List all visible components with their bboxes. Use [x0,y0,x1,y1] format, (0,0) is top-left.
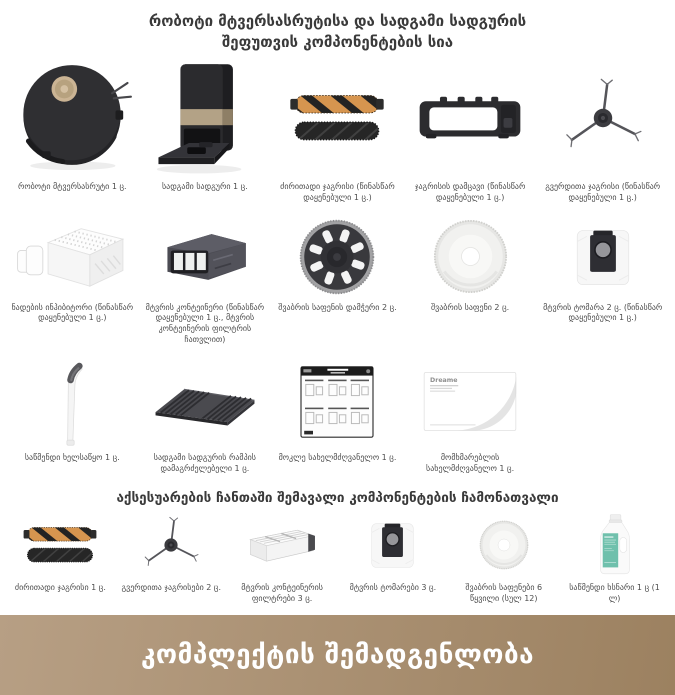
component-label: ნადების ინჰიბიტორი (წინასწარ დაყენებული 1 ც.) [11,302,134,323]
dust-bag-image [536,216,669,298]
cleaning-solution-image [559,512,670,578]
accessory-item-side-brushes [116,512,227,605]
manual-brand-text: Dreame [430,377,458,385]
ramp-extender-image [139,356,272,448]
scale-inhibitor-icon [13,220,131,294]
accessory-item-mop-pads [448,512,559,605]
component-item-robot [6,59,139,204]
bottom-banner-title: კომპლექტის შემადგენლობა [140,640,535,670]
user-manual-icon [423,370,517,433]
component-label: მოკლე სახელმძღვანელო 1 ც. [278,452,397,462]
dust-container-icon [156,229,254,285]
accessory-item-dust-bags [338,512,449,605]
user-manual-image [404,356,537,448]
ramp-extender-icon [149,376,261,428]
component-label: რობოტი მტვერსასრუტი 1 ც. [18,182,127,191]
side-brush-icon [561,76,645,160]
component-label: ჯაგრისის დამცავი (წინასწარ დაყენებული 1 ც.) [414,182,526,202]
scale-inhibitor-image [6,216,139,298]
accessory-label: ძირითადი ჯაგრისი 1 ც. [14,583,106,593]
component-item-dock [139,59,272,204]
component-item-main-brush [271,59,404,204]
quick-guide-image [271,356,404,448]
dust-bag-icon [369,520,416,570]
dust-bag-image [338,512,449,578]
accessory-item-main-brush [5,512,116,605]
accessory-label: გვერდითა ჯაგრისები 2 ც. [121,583,222,593]
component-label: გვერდითა ჯაგრისი (წინასწარ დაყენებული 1 ც.) [545,182,661,202]
page-title [0,0,675,53]
accessory-item-filters [227,512,338,605]
dust-bag-icon [574,226,632,288]
accessory-label: მტვრის ტომარები 3 ც. [349,583,437,593]
component-label: ძირითადი ჯაგრისი (წინასწარ დაყენებული 1 ც.) [280,182,395,202]
component-label: სადგამი სადგურის რამპის დამაგრძელებელი 1 ც. [153,452,256,473]
component-label: შვაბრის საფენი 2 ც. [430,302,510,312]
dock-station-image [139,59,272,177]
component-label: მტვრის კონტეინერი (წინასწარ დაყენებული 1 ც., მტვრის კონტეინერის ფილტრის ჩათვლით) [145,302,265,344]
component-item-scale-inhibitor [6,216,139,346]
main-brush-image [5,512,116,578]
mop-pad-holder-icon [298,218,376,296]
dust-filters-image [227,512,338,578]
package-row-3 [0,356,675,475]
brush-guard-icon [417,94,523,142]
mop-pad-image [448,512,559,578]
dust-filters-icon [245,524,319,566]
accessory-item-cleaning-solution [559,512,670,605]
side-brush-image [116,512,227,578]
component-item-mop-pad-holder [271,216,404,346]
main-brush-icon [21,524,99,566]
page-title-line1: რობოტი მტვერსასრუტისა და სადგამი სადგურის [148,12,527,30]
mop-pad-icon [479,520,529,570]
cleaning-solution-icon [596,513,634,577]
component-label: სადგამი სადგური 1 ც. [162,182,248,191]
package-row-1 [0,59,675,204]
component-item-side-brush [536,59,669,204]
accessories-row [0,512,675,605]
main-brush-icon [287,91,387,145]
page-title-line2: შეფუთვის კომპონენტების სია [221,33,454,51]
accessory-label: შვაბრის საფენები 6 წყვილი (სულ 12) [465,583,543,604]
robot-vacuum-image [6,59,139,177]
accessories-section-title: აქსესუარების ჩანთაში შემავალი კომპონენტების ჩამონათვალი [116,490,559,507]
dust-container-image [139,216,272,298]
component-label: მომხმარებლის სახელმძღვანელო 1 ც. [426,452,515,473]
cleaning-tool-image [6,356,139,448]
component-item-ramp-extender [139,356,272,475]
robot-vacuum-icon [8,62,136,174]
mop-pad-image [404,216,537,298]
accessory-label: საწმენდი ხსნარი 1 ც (1 ლ) [569,583,660,604]
main-brush-image [271,59,404,177]
mop-pad-icon [433,219,508,294]
component-item-brush-guard [404,59,537,204]
component-label: საწმენდი ხელსაწყო 1 ც. [24,452,120,462]
package-row-2 [0,216,675,346]
accessory-label: მტვრის კონტეინერის ფილტრები 3 ც. [241,583,323,604]
mop-pad-holder-image [271,216,404,298]
component-item-dust-container [139,216,272,346]
component-item-user-manual [404,356,537,475]
side-brush-image [536,59,669,177]
component-label: მტვრის ტომარა 2 ც. (წინასწარ დაყენებული 1 ც.) [543,302,663,323]
dock-station-icon [150,59,260,177]
side-brush-icon [141,515,201,575]
component-item-mop-pad [404,216,537,346]
component-item-dust-bag [536,216,669,346]
cleaning-tool-icon [45,358,99,446]
component-item-cleaning-tool [6,356,139,475]
brush-guard-image [404,59,537,177]
quick-guide-icon [297,362,377,442]
component-item-quick-guide [271,356,404,475]
bottom-banner [0,615,675,695]
component-label: შვაბრის საფენის დამჭერი 2 ც. [278,302,397,312]
